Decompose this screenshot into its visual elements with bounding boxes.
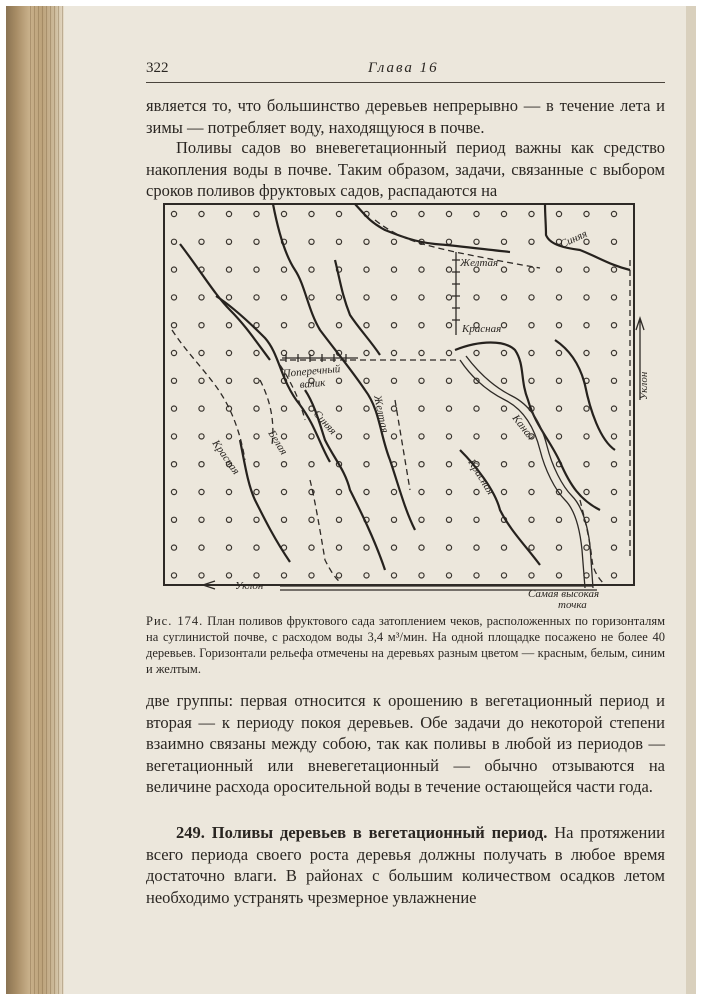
tree-marker — [281, 323, 286, 328]
tree-marker — [226, 378, 231, 383]
tree-marker — [199, 573, 204, 578]
canal — [280, 356, 597, 590]
tree-marker — [254, 406, 259, 411]
tree-marker — [419, 434, 424, 439]
tree-marker — [281, 211, 286, 216]
tree-marker — [226, 239, 231, 244]
tree-marker — [391, 489, 396, 494]
tree-marker — [501, 545, 506, 550]
tree-marker — [391, 545, 396, 550]
tree-marker — [171, 323, 176, 328]
tree-marker — [171, 545, 176, 550]
tree-marker — [501, 378, 506, 383]
label-krasnaya-top: Красная — [462, 323, 502, 335]
tree-marker — [364, 239, 369, 244]
tree-marker — [309, 295, 314, 300]
tree-marker — [336, 434, 341, 439]
page-number: 322 — [146, 60, 169, 76]
tree-marker — [584, 462, 589, 467]
tree-marker — [254, 545, 259, 550]
tree-marker — [419, 211, 424, 216]
tree-marker — [501, 267, 506, 272]
tree-marker — [611, 462, 616, 467]
tree-marker — [309, 462, 314, 467]
tree-marker — [336, 211, 341, 216]
dashed-boundary — [375, 220, 540, 268]
tree-marker — [501, 323, 506, 328]
tree-marker — [529, 545, 534, 550]
tree-marker — [446, 267, 451, 272]
tree-marker — [474, 239, 479, 244]
ridge-marker — [452, 252, 460, 335]
label-cross-ridge-1: Поперечный — [282, 363, 341, 380]
tree-marker — [474, 350, 479, 355]
dashed-boundaries — [172, 220, 630, 585]
tree-marker — [336, 545, 341, 550]
tree-marker — [584, 406, 589, 411]
tree-marker — [501, 239, 506, 244]
tree-marker — [529, 350, 534, 355]
tree-marker — [171, 295, 176, 300]
tree-marker — [226, 434, 231, 439]
label-cross-ridge-2: валик — [299, 376, 326, 391]
tree-marker — [171, 462, 176, 467]
tree-marker — [364, 545, 369, 550]
tree-marker — [419, 295, 424, 300]
tree-marker — [254, 267, 259, 272]
tree-marker — [584, 434, 589, 439]
tree-marker — [171, 239, 176, 244]
tree-marker — [254, 239, 259, 244]
tree-marker — [611, 323, 616, 328]
tree-marker — [611, 434, 616, 439]
tree-marker — [254, 350, 259, 355]
tree-marker — [611, 211, 616, 216]
tree-marker — [611, 295, 616, 300]
tree-marker — [446, 350, 451, 355]
tree-marker — [199, 545, 204, 550]
tree-marker — [501, 406, 506, 411]
tree-marker — [501, 462, 506, 467]
tree-marker — [556, 378, 561, 383]
tree-marker — [281, 573, 286, 578]
tree-marker — [474, 434, 479, 439]
tree-marker — [254, 434, 259, 439]
tree-marker — [584, 545, 589, 550]
tree-marker — [419, 378, 424, 383]
tree-marker — [391, 295, 396, 300]
paragraph-1: является то, что большинство деревьев непрерывно — в течение лета и зимы — потребляет воду, находящуюся в почве. — [146, 96, 665, 137]
tree-marker — [501, 489, 506, 494]
tree-marker — [446, 211, 451, 216]
tree-marker — [446, 489, 451, 494]
contour-lines — [180, 204, 630, 570]
tree-marker — [391, 350, 396, 355]
contour-line — [555, 340, 615, 450]
tree-marker — [336, 295, 341, 300]
tree-marker — [364, 350, 369, 355]
tree-marker — [446, 462, 451, 467]
tree-marker — [391, 378, 396, 383]
dashed-boundary — [172, 330, 245, 460]
slope-arrow-left — [203, 581, 230, 589]
tree-marker — [474, 295, 479, 300]
tree-marker — [199, 406, 204, 411]
tree-marker — [364, 378, 369, 383]
tree-marker — [309, 545, 314, 550]
tree-marker — [336, 323, 341, 328]
tree-marker — [584, 295, 589, 300]
tree-marker — [391, 211, 396, 216]
tree-marker — [446, 406, 451, 411]
caption-text: План поливов фруктового сада затоплением чеков, расположенных по горизонталям на суглинистой почве, с расходом воды 3,4 м³/мин. На одной площадке посажено не более 40 деревьев. Горизонтали рельефа отмечены на деревьях разным цветом — красным, белым, синим и желтым. — [146, 614, 665, 676]
tree-marker — [556, 517, 561, 522]
tree-marker — [556, 350, 561, 355]
tree-marker — [391, 239, 396, 244]
tree-marker — [171, 350, 176, 355]
tree-marker — [501, 350, 506, 355]
label-slope-bottom: Уклон — [235, 580, 264, 592]
tree-marker — [446, 434, 451, 439]
label-zheltaya-mid: Желтая — [371, 394, 391, 434]
tree-marker — [281, 517, 286, 522]
tree-marker — [364, 462, 369, 467]
tree-marker — [584, 267, 589, 272]
tree-marker — [364, 406, 369, 411]
tree-marker — [336, 378, 341, 383]
tree-marker — [199, 517, 204, 522]
tree-marker — [254, 573, 259, 578]
tree-marker — [171, 573, 176, 578]
tree-marker — [226, 517, 231, 522]
dashed-boundary — [395, 400, 410, 490]
tree-marker — [474, 573, 479, 578]
label-kanal: Канал — [509, 412, 537, 443]
tree-marker — [254, 517, 259, 522]
tree-marker — [391, 406, 396, 411]
tree-marker — [199, 378, 204, 383]
tree-marker — [529, 573, 534, 578]
tree-marker — [309, 323, 314, 328]
tree-marker — [226, 545, 231, 550]
tree-marker — [529, 462, 534, 467]
tree-marker — [556, 545, 561, 550]
tree-marker — [309, 239, 314, 244]
tree-marker — [226, 573, 231, 578]
tree-marker — [446, 323, 451, 328]
tree-marker — [281, 267, 286, 272]
tree-marker — [611, 350, 616, 355]
tree-marker — [529, 378, 534, 383]
tree-grid — [171, 211, 616, 578]
tree-marker — [281, 406, 286, 411]
tree-marker — [254, 211, 259, 216]
contour-line — [335, 260, 380, 355]
tree-marker — [171, 517, 176, 522]
tree-marker — [529, 295, 534, 300]
tree-marker — [171, 378, 176, 383]
label-sinyaya-mid: Синяя — [310, 407, 339, 438]
chapter-title: Глава 16 — [368, 60, 439, 76]
tree-marker — [529, 517, 534, 522]
tree-marker — [199, 211, 204, 216]
tree-marker — [364, 573, 369, 578]
tree-marker — [419, 406, 424, 411]
diagram-labels — [209, 228, 650, 610]
contour-line — [240, 440, 290, 562]
header-rule — [146, 82, 665, 83]
tree-marker — [171, 267, 176, 272]
tree-marker — [556, 323, 561, 328]
tree-marker — [446, 545, 451, 550]
tree-marker — [611, 517, 616, 522]
tree-marker — [419, 350, 424, 355]
orchard-plan-diagram — [160, 200, 650, 610]
tree-marker — [199, 323, 204, 328]
tree-marker — [171, 434, 176, 439]
section-heading: 249. Поливы деревьев в вегетационный период. — [176, 823, 548, 842]
tree-marker — [611, 489, 616, 494]
label-highest-point-1: Самая высокая — [528, 588, 600, 600]
tree-marker — [226, 323, 231, 328]
paragraph-2: Поливы садов во вневегетационный период важны как средство накопления воды в почве. Таким образом, задачи, связанные с выбором сроков поливов фруктовых садов, распадаются на — [146, 138, 665, 200]
tree-marker — [419, 267, 424, 272]
tree-marker — [529, 267, 534, 272]
tree-marker — [611, 267, 616, 272]
tree-marker — [281, 462, 286, 467]
tree-marker — [611, 545, 616, 550]
tree-marker — [281, 489, 286, 494]
tree-marker — [529, 239, 534, 244]
tree-marker — [611, 239, 616, 244]
tree-marker — [309, 267, 314, 272]
tree-marker — [391, 323, 396, 328]
tree-marker — [584, 489, 589, 494]
page-edge-right — [686, 6, 696, 994]
tree-marker — [556, 434, 561, 439]
tree-marker — [226, 267, 231, 272]
tree-marker — [446, 517, 451, 522]
tree-marker — [419, 489, 424, 494]
tree-marker — [556, 211, 561, 216]
tree-marker — [336, 489, 341, 494]
tree-marker — [446, 239, 451, 244]
section-body: На протяжении всего периода своего роста деревья должны получать в любое время достаточно влаги. В районах с большим количеством осадков летом необходимо устранять чрезмерное увлажнение — [146, 823, 665, 907]
tree-marker — [309, 211, 314, 216]
label-krasnaya-left: Красная — [209, 437, 242, 477]
tree-marker — [199, 462, 204, 467]
tree-marker — [309, 573, 314, 578]
tree-marker — [364, 323, 369, 328]
tree-marker — [419, 573, 424, 578]
tree-marker — [199, 295, 204, 300]
tree-marker — [199, 434, 204, 439]
tree-marker — [226, 295, 231, 300]
spine-page-edges — [30, 6, 64, 994]
caption-label: Рис. 174. — [146, 614, 204, 628]
tree-marker — [556, 406, 561, 411]
tree-marker — [611, 378, 616, 383]
tree-marker — [336, 517, 341, 522]
orchard-irrigation-plan-figure — [160, 200, 650, 610]
tree-marker — [529, 323, 534, 328]
tree-marker — [529, 489, 534, 494]
tree-marker — [446, 295, 451, 300]
paragraph-4 — [146, 822, 665, 908]
tree-marker — [199, 350, 204, 355]
tree-marker — [199, 239, 204, 244]
tree-marker — [446, 573, 451, 578]
running-header — [146, 60, 665, 80]
tree-marker — [336, 573, 341, 578]
tree-marker — [309, 517, 314, 522]
tree-marker — [364, 489, 369, 494]
tree-marker — [419, 462, 424, 467]
tree-marker — [611, 406, 616, 411]
tree-marker — [336, 406, 341, 411]
tree-marker — [364, 295, 369, 300]
plan-border — [164, 204, 634, 585]
tree-marker — [556, 573, 561, 578]
cross-ridge-marker — [282, 354, 358, 362]
tree-marker — [391, 267, 396, 272]
tree-marker — [364, 434, 369, 439]
tree-marker — [474, 211, 479, 216]
tree-marker — [254, 462, 259, 467]
tree-marker — [254, 489, 259, 494]
tree-marker — [501, 295, 506, 300]
contour-line — [355, 204, 510, 252]
tree-marker — [226, 211, 231, 216]
paragraph-3: две группы: первая относится к орошению в вегетационный период и вторая — к периоду покоя деревьев. Обе задачи до некоторой степени взаимно связаны между собою, так как поливы в любой из периодов — вегетационный или вневегетационный — обычно отзываются на величине расхода оросительной воды в течение остающейся части года. — [146, 691, 665, 796]
tree-marker — [584, 323, 589, 328]
tree-marker — [309, 434, 314, 439]
tree-marker — [391, 517, 396, 522]
tree-marker — [391, 434, 396, 439]
tree-marker — [391, 573, 396, 578]
tree-marker — [584, 350, 589, 355]
tree-marker — [419, 545, 424, 550]
tree-marker — [199, 489, 204, 494]
label-belaya: Белая — [265, 428, 290, 458]
tree-marker — [446, 378, 451, 383]
tree-marker — [171, 406, 176, 411]
label-krasnaya-right: Красная — [465, 457, 497, 497]
tree-marker — [226, 350, 231, 355]
tree-marker — [529, 211, 534, 216]
tree-marker — [501, 573, 506, 578]
label-slope-right: Уклон — [638, 371, 650, 400]
tree-marker — [281, 295, 286, 300]
dashed-boundary — [310, 480, 340, 582]
tree-marker — [419, 323, 424, 328]
label-zheltaya-top: Желтая — [460, 257, 499, 269]
tree-marker — [171, 211, 176, 216]
tree-marker — [419, 517, 424, 522]
tree-marker — [611, 573, 616, 578]
figure-caption — [146, 613, 665, 677]
label-highest-point-2: точка — [558, 599, 587, 610]
tree-marker — [336, 239, 341, 244]
tree-marker — [171, 489, 176, 494]
tree-marker — [556, 295, 561, 300]
tree-marker — [584, 211, 589, 216]
tree-marker — [474, 489, 479, 494]
tree-marker — [474, 517, 479, 522]
label-sinyaya-top: Синяя — [558, 227, 590, 251]
tree-marker — [226, 489, 231, 494]
tree-marker — [474, 406, 479, 411]
tree-marker — [254, 378, 259, 383]
tree-marker — [474, 545, 479, 550]
tree-marker — [254, 295, 259, 300]
tree-marker — [501, 434, 506, 439]
tree-marker — [556, 267, 561, 272]
tree-marker — [501, 211, 506, 216]
tree-marker — [364, 267, 369, 272]
